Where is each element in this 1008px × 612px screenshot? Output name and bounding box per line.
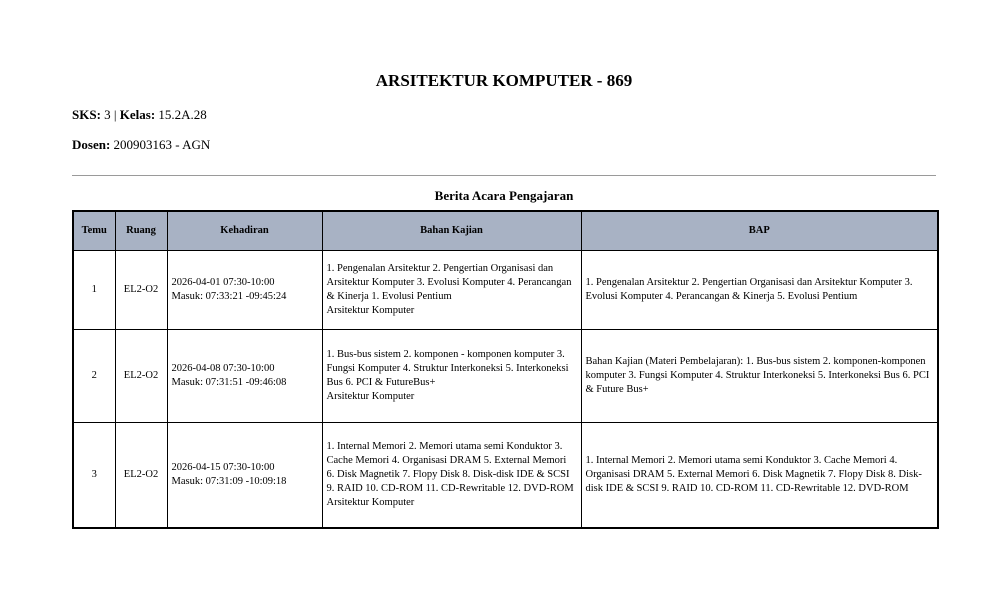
bahan-text: 1. Bus-bus sistem 2. komponen - komponen komputer 3. Fungsi Komputer 4. Struktur Interkoneksi 5. Interkoneksi Bus 6. PCI & FutureBus+: [326, 349, 569, 388]
dosen-value: 200903163 - AGN: [113, 137, 211, 152]
cell-bap: 1. Pengenalan Arsitektur 2. Pengertian Organisasi dan Arsitektur Komputer 3. Evolusi Komputer 4. Perancangan & Kinerja 5. Evolusi Pentium: [581, 251, 938, 330]
bahan-course-text: Arsitektur Komputer: [326, 496, 415, 508]
cell-temu: 3: [73, 423, 115, 529]
divider: [72, 175, 936, 176]
column-header-ruang: Ruang: [115, 211, 167, 251]
column-header-bahan-kajian: Bahan Kajian: [322, 211, 581, 251]
cell-bap: Bahan Kajian (Materi Pembelajaran): 1. Bus-bus sistem 2. komponen-komponen komputer 3. Fungsi Komputer 4. Struktur Interkoneksi 5. Interkoneksi Bus 6. PCI & Future Bus+: [581, 330, 938, 423]
bahan-text: 1. Pengenalan Arsitektur 2. Pengertian Organisasi dan Arsitektur Komputer 3. Evolusi Komputer 4. Perancangan & Kinerja 1. Evolusi Pentium: [326, 263, 572, 302]
table-row: [73, 251, 938, 330]
cell-kehadiran: [167, 251, 322, 330]
section-title: Berita Acara Pengajaran: [434, 188, 574, 203]
course-info: [72, 107, 207, 123]
cell-kehadiran: [167, 330, 322, 423]
jadwal-text: 2026-04-01 07:30-10:00: [171, 277, 275, 289]
cell-temu: 2: [73, 330, 115, 423]
bahan-course-text: Arsitektur Komputer: [326, 304, 415, 316]
cell-ruang: EL2-O2: [115, 251, 167, 330]
column-header-temu: Temu: [73, 211, 115, 251]
cell-ruang: EL2-O2: [115, 330, 167, 423]
table-row: [73, 423, 938, 529]
table-row: [73, 330, 938, 423]
cell-kehadiran: [167, 423, 322, 529]
lecturer-info: [72, 137, 210, 153]
sks-label: SKS:: [72, 107, 101, 122]
bahan-course-text: Arsitektur Komputer: [326, 390, 415, 402]
masuk-text: Masuk: 07:33:21 -09:45:24: [171, 291, 287, 302]
masuk-text: Masuk: 07:31:09 -10:09:18: [171, 476, 287, 487]
bap-table: [72, 210, 939, 529]
masuk-text: Masuk: 07:31:51 -09:46:08: [171, 377, 287, 388]
column-header-bap: BAP: [581, 211, 938, 251]
bahan-text: 1. Internal Memori 2. Memori utama semi Konduktor 3. Cache Memori 4. Organisasi DRAM 5. External Memori 6. Disk Magnetik 7. Flopy Disk 8. Disk-disk IDE & SCSI 9. RAID 10. CD-ROM 11. CD-Rewritable 12. DVD-ROM: [326, 441, 574, 494]
sks-value: 3 |: [104, 107, 117, 122]
jadwal-text: 2026-04-15 07:30-10:00: [171, 462, 275, 474]
cell-bahan-kajian: [322, 251, 581, 330]
cell-ruang: EL2-O2: [115, 423, 167, 529]
kelas-label: Kelas:: [119, 107, 156, 122]
kelas-value: 15.2A.28: [158, 107, 207, 122]
page-title: ARSITEKTUR KOMPUTER - 869: [375, 71, 633, 90]
cell-bahan-kajian: [322, 423, 581, 529]
column-header-kehadiran: Kehadiran: [167, 211, 322, 251]
jadwal-text: 2026-04-08 07:30-10:00: [171, 363, 275, 375]
cell-bahan-kajian: [322, 330, 581, 423]
cell-temu: 1: [73, 251, 115, 330]
table-header-row: [73, 211, 938, 251]
cell-bap: 1. Internal Memori 2. Memori utama semi Konduktor 3. Cache Memori 4. Organisasi DRAM 5. External Memori 6. Disk Magnetik 7. Flopy Disk 8. Disk-disk IDE & SCSI 9. RAID 10. CD-ROM 11. CD-Rewritable 12. DVD-ROM: [581, 423, 938, 529]
dosen-label: Dosen:: [72, 137, 111, 152]
